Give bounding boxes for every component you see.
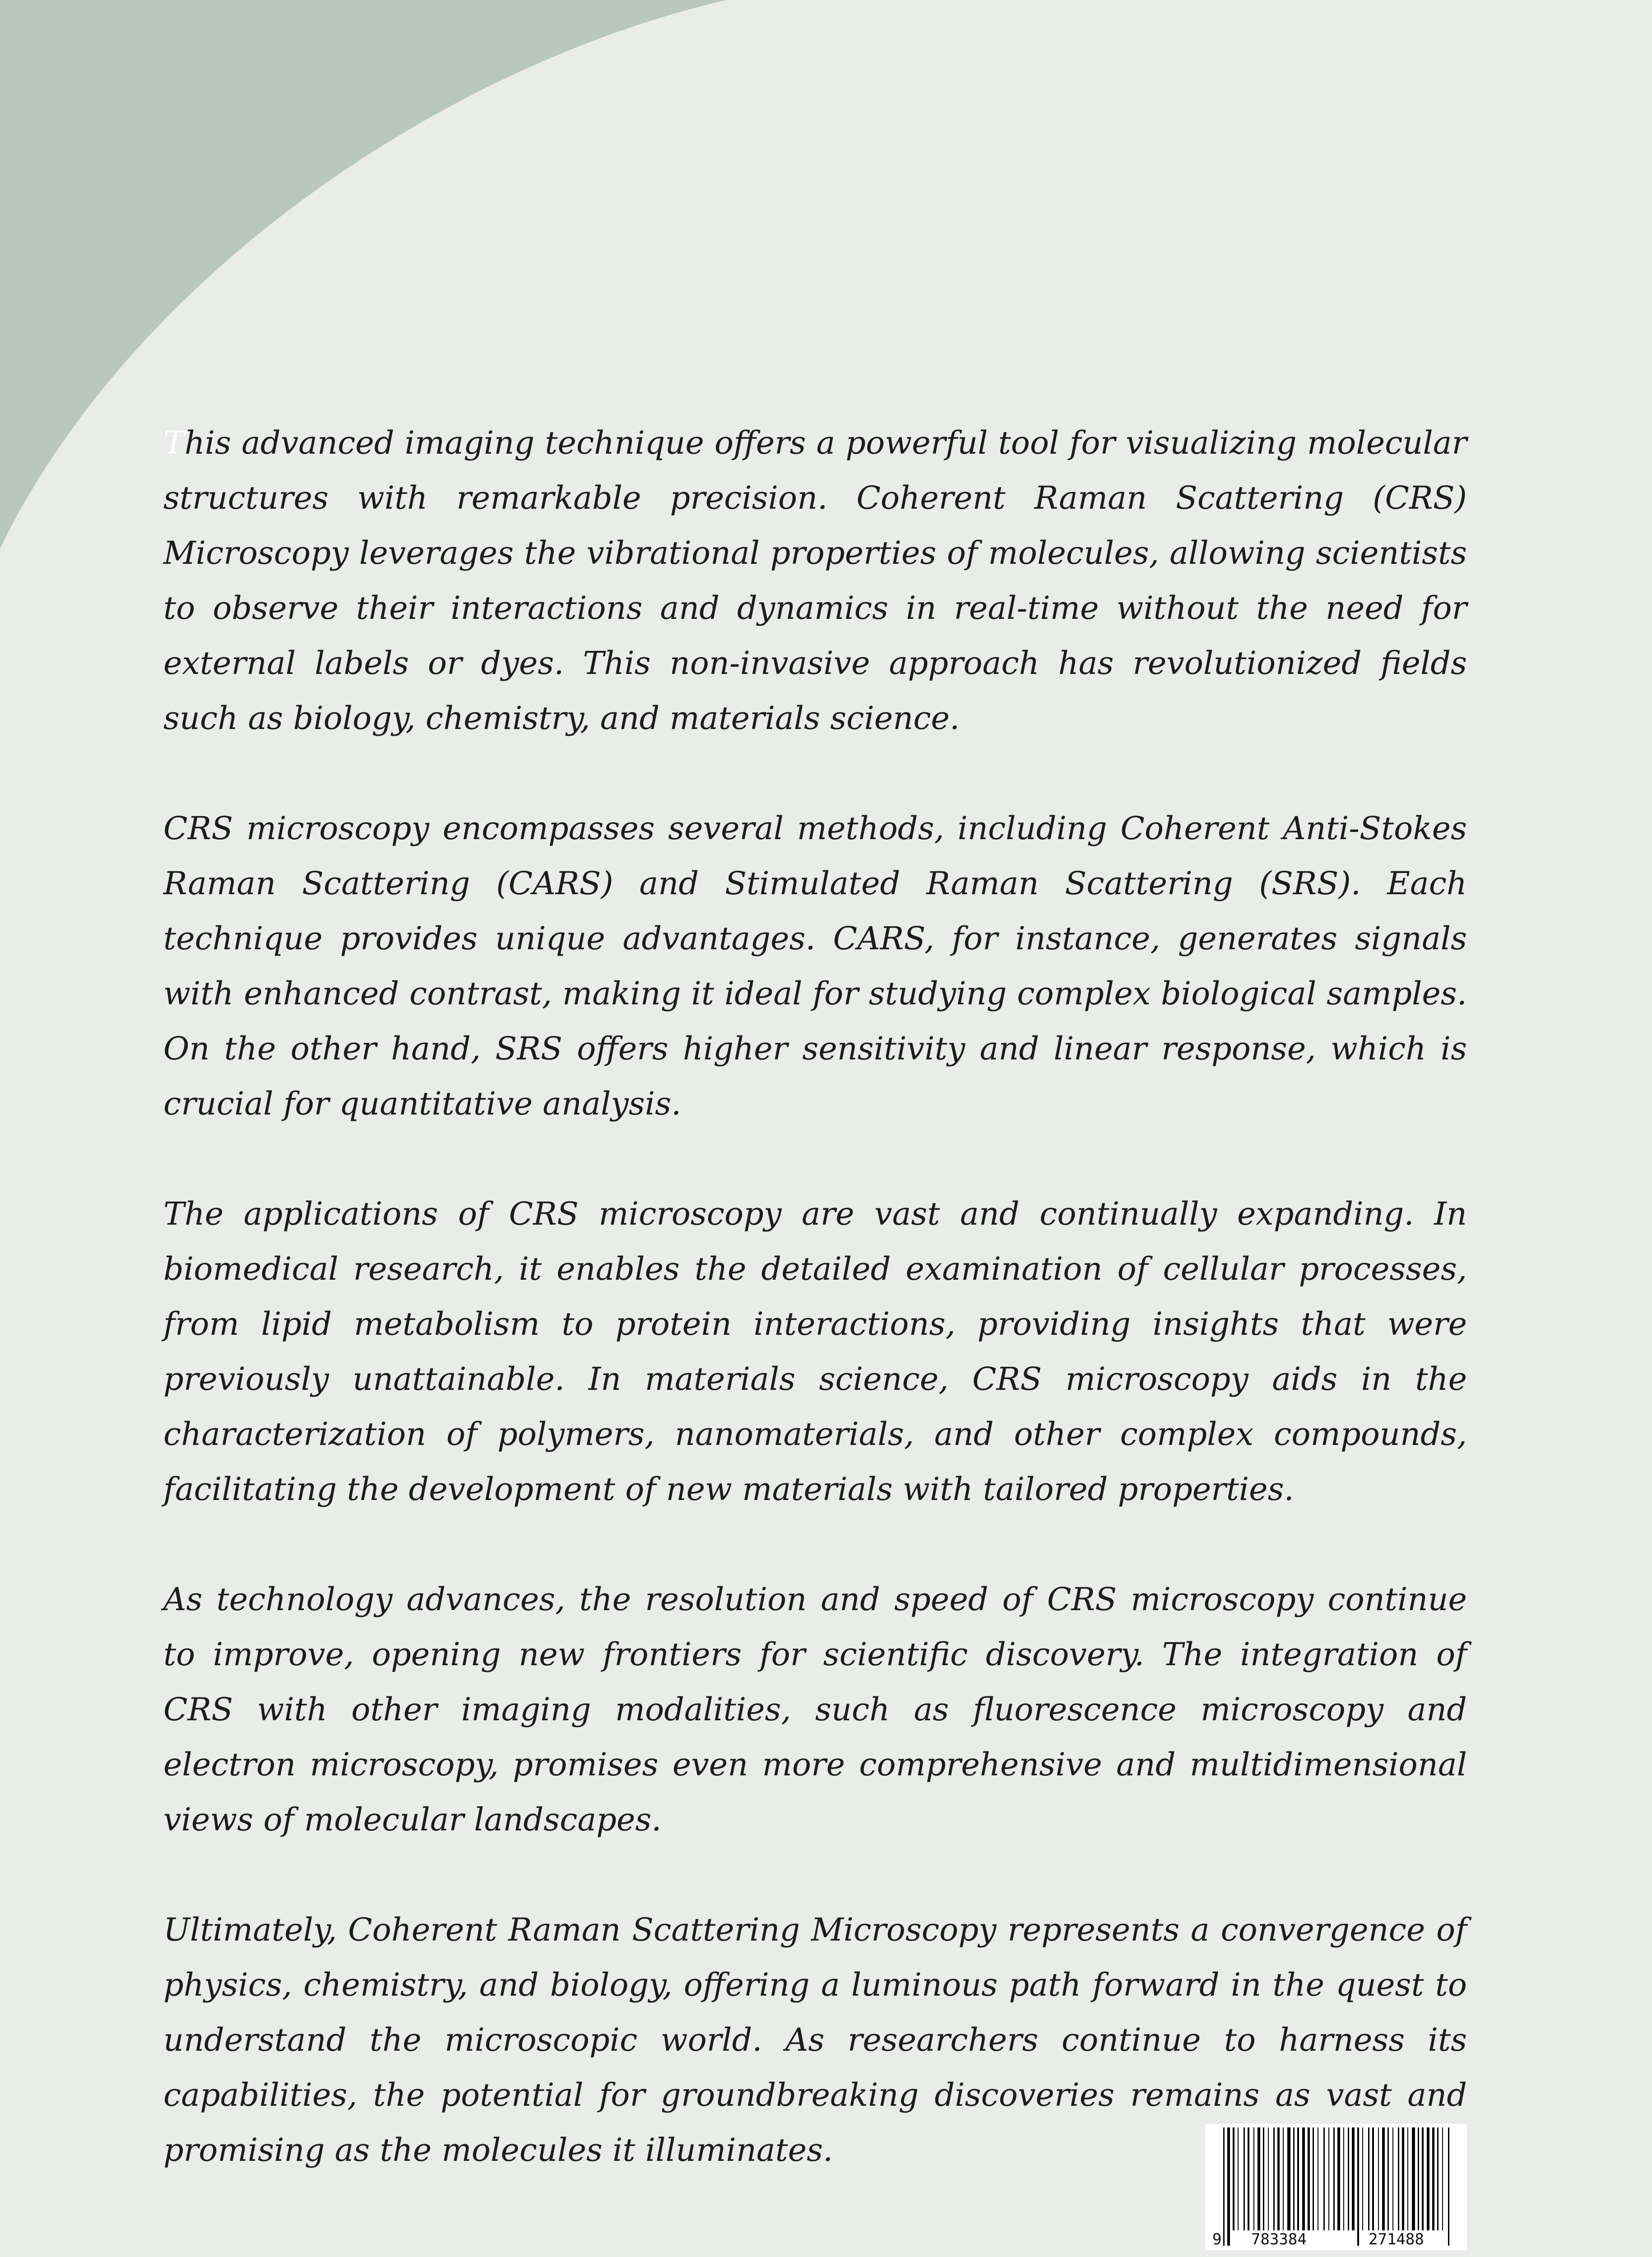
barcode-bar bbox=[1357, 2127, 1359, 2246]
barcode-bar bbox=[1352, 2127, 1355, 2230]
barcode-bar bbox=[1328, 2127, 1329, 2230]
barcode-bar bbox=[1223, 2127, 1225, 2246]
barcode-bar bbox=[1287, 2127, 1290, 2230]
barcode-bar bbox=[1323, 2127, 1325, 2230]
barcode-bar bbox=[1248, 2127, 1249, 2230]
barcode-bar bbox=[1283, 2127, 1284, 2230]
drop-letter: T bbox=[163, 424, 185, 461]
back-cover-text bbox=[163, 415, 1467, 2233]
barcode-digits-left: 783384 bbox=[1251, 2230, 1307, 2248]
barcode-bar bbox=[1407, 2127, 1408, 2230]
barcode-bar bbox=[1392, 2127, 1393, 2230]
barcode-bar bbox=[1412, 2127, 1415, 2230]
paragraph-4: As technology advances, the resolution and speed of CRS microscopy continue to improve, opening new frontiers for scientific discovery. The integration of CRS with other imaging modalities, such as fluorescence microscopy and electron microscopy, promises even more comprehensive and multidimensional views of molecular landscapes. bbox=[163, 1581, 1467, 1838]
barcode-bar bbox=[1227, 2127, 1230, 2246]
barcode-bar bbox=[1432, 2127, 1434, 2230]
barcode-bar bbox=[1308, 2127, 1310, 2230]
paragraph-1-text: his advanced imaging technique offers a powerful tool for visualizing molecular structures with remarkable precision. Coherent Raman Scattering (CRS) Microscopy leverages the vibrational properties of molecules, allowing scientists to observe their interactions and dynamics in real-time without the need for external labels or dyes. This non-invasive approach has revolutionized fields such as biology, chemistry, and materials science. bbox=[163, 424, 1467, 737]
paragraph-2: CRS microscopy encompasses several methods, including Coherent Anti-Stokes Raman Scattering (CARS) and Stimulated Raman Scattering (SRS). Each technique provides unique advantages. CARS, for instance, generates signals with enhanced contrast, making it ideal for studying complex biological samples. On the other hand, SRS offers higher sensitivity and linear response, which is crucial for quantitative analysis. bbox=[163, 810, 1467, 1122]
barcode-bar bbox=[1297, 2127, 1299, 2230]
barcode-bar bbox=[1348, 2127, 1349, 2230]
barcode-bar bbox=[1333, 2127, 1335, 2230]
barcode-digit-first: 9 bbox=[1212, 2230, 1222, 2248]
paragraph-1 bbox=[163, 415, 1467, 746]
barcode-bar bbox=[1402, 2127, 1404, 2230]
barcode-bar bbox=[1398, 2127, 1399, 2230]
barcode-bar bbox=[1378, 2127, 1379, 2230]
barcode-bar bbox=[1387, 2127, 1389, 2230]
barcode-bar bbox=[1263, 2127, 1264, 2230]
barcode-bar bbox=[1382, 2127, 1385, 2230]
barcode-bar bbox=[1372, 2127, 1374, 2230]
barcode-bars bbox=[1205, 2124, 1467, 2250]
barcode-bar bbox=[1368, 2127, 1369, 2230]
barcode-bar bbox=[1427, 2127, 1429, 2230]
barcode-bar bbox=[1343, 2127, 1344, 2230]
barcode-bar bbox=[1258, 2127, 1260, 2230]
barcode-bar bbox=[1448, 2127, 1449, 2246]
barcode-bar bbox=[1313, 2127, 1314, 2230]
barcode-bar bbox=[1268, 2127, 1269, 2230]
barcode-bar bbox=[1293, 2127, 1295, 2230]
barcode-bar bbox=[1238, 2127, 1239, 2230]
isbn-barcode bbox=[1205, 2124, 1467, 2250]
barcode-bar bbox=[1437, 2127, 1439, 2230]
barcode-bar bbox=[1277, 2127, 1280, 2230]
barcode-bar bbox=[1253, 2127, 1254, 2230]
barcode-bar bbox=[1362, 2127, 1363, 2230]
barcode-bar bbox=[1442, 2127, 1443, 2230]
barcode-digits-right: 271488 bbox=[1369, 2230, 1424, 2248]
barcode-bar bbox=[1233, 2127, 1234, 2230]
barcode-bar bbox=[1337, 2127, 1340, 2230]
barcode-bar bbox=[1244, 2127, 1245, 2230]
paragraph-3: The applications of CRS microscopy are vast and continually expanding. In biomedical research, it enables the detailed examination of cellular processes, from lipid metabolism to protein interactions, providing insights that were previously unattainable. In materials science, CRS microscopy aids in the characterization of polymers, nanomaterials, and other complex compounds, facilitating the development of new materials with tailored properties. bbox=[163, 1195, 1467, 1508]
paragraph-5: Ultimately, Coherent Raman Scattering Microscopy represents a convergence of physics, chemistry, and biology, offering a luminous path forward in the quest to understand the microscopic world. As researchers continue to harness its capabilities, the potential for groundbreaking discoveries remains as vast and promising as the molecules it illuminates. bbox=[163, 1911, 1467, 2169]
barcode-bar bbox=[1422, 2127, 1424, 2230]
barcode-bar bbox=[1273, 2127, 1275, 2230]
barcode-bar bbox=[1302, 2127, 1305, 2230]
barcode-bar bbox=[1418, 2127, 1419, 2230]
